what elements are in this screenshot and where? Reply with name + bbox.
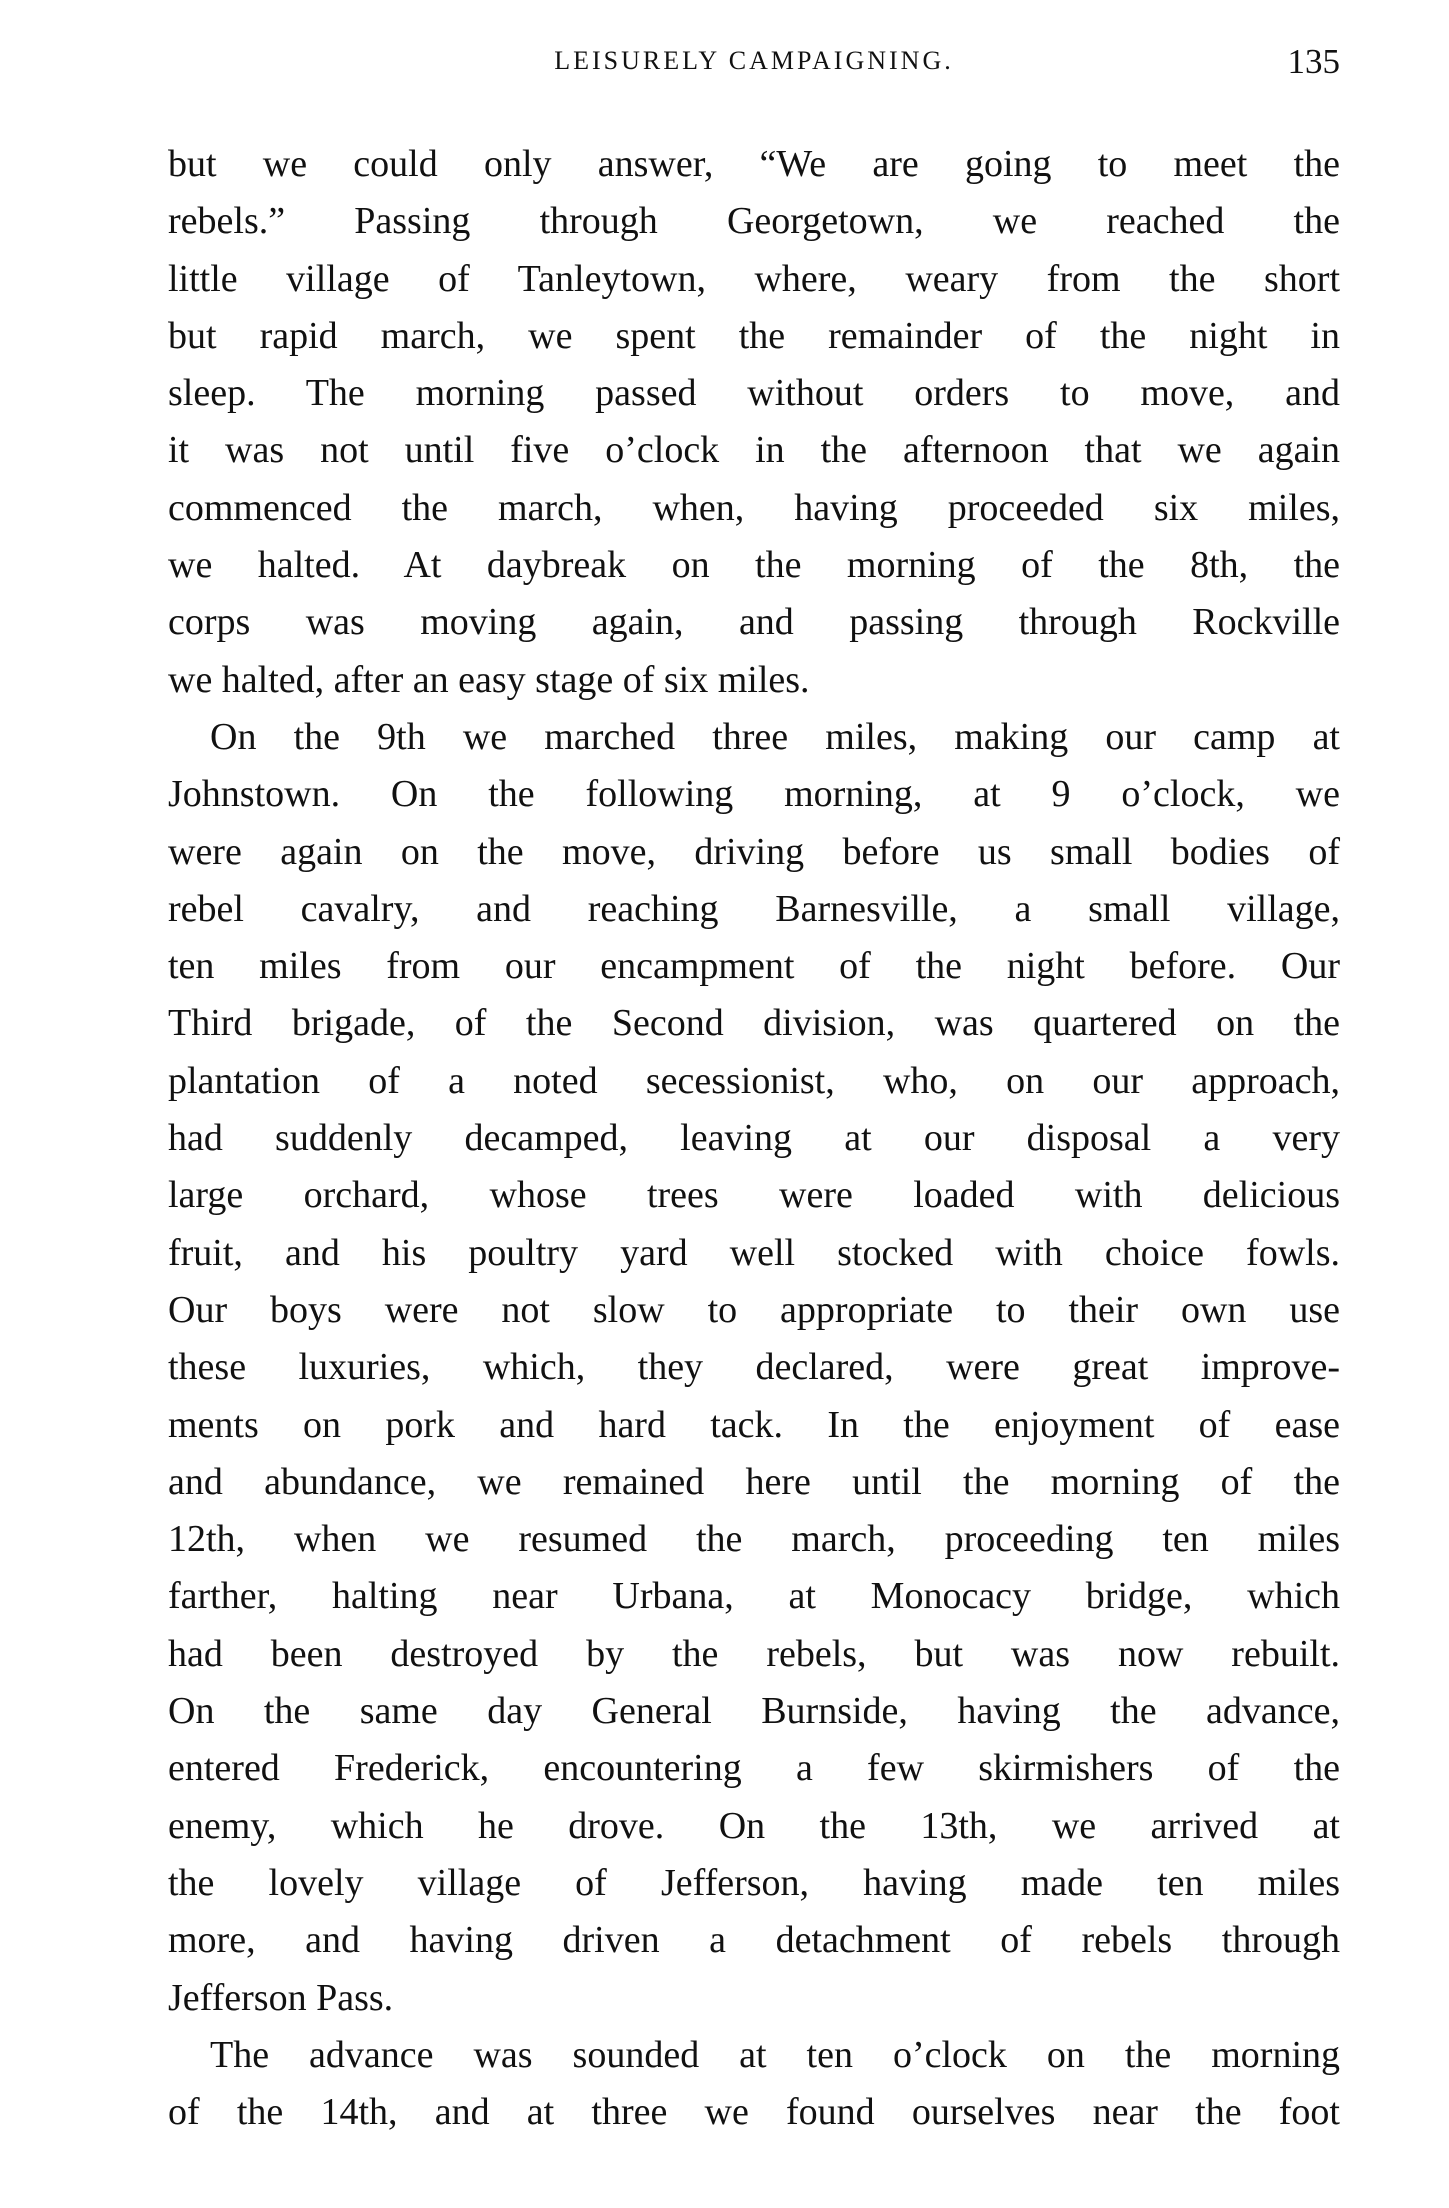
page-number: 135 <box>1287 42 1340 81</box>
text-line: farther, halting near Urbana, at Monocacy bridge, which <box>168 1575 1340 1618</box>
text-line: more, and having driven a detachment of rebels through <box>168 1919 1340 1962</box>
running-title: LEISURELY CAMPAIGNING. <box>554 46 954 75</box>
text-line: The advance was sounded at ten o’clock on the morning <box>210 2033 1340 2076</box>
text-line: plantation of a noted secessionist, who, on our approach, <box>168 1059 1340 1102</box>
text-body <box>168 136 1340 2141</box>
text-line: had suddenly decamped, leaving at our disposal a very <box>168 1117 1340 1160</box>
text-line: but we could only answer, “We are going to meet the <box>168 143 1340 185</box>
paragraph-1 <box>168 136 1340 709</box>
text-line: fruit, and his poultry yard well stocked with choice fowls. <box>168 1231 1340 1274</box>
text-line: Jefferson Pass. <box>168 1976 394 2019</box>
text-line: had been destroyed by the rebels, but was now rebuilt. <box>168 1632 1340 1675</box>
text-line: but rapid march, we spent the remainder of the night in <box>168 314 1340 357</box>
text-line: sleep. The morning passed without orders to move, and <box>168 372 1340 415</box>
text-line: On the 9th we marched three miles, making our camp at <box>210 715 1340 758</box>
text-line: corps was moving again, and passing through Rockville <box>168 601 1340 644</box>
text-line: it was not until five o’clock in the afternoon that we again <box>168 429 1340 472</box>
text-line: Johnstown. On the following morning, at 9 o’clock, we <box>168 773 1340 816</box>
text-line: 12th, when we resumed the march, proceeding ten miles <box>168 1518 1340 1561</box>
text-line: the lovely village of Jefferson, having made ten miles <box>168 1861 1340 1904</box>
text-line: little village of Tanleytown, where, weary from the short <box>168 257 1340 300</box>
text-line: we halted. At daybreak on the morning of the 8th, the <box>168 544 1340 587</box>
text-line: Third brigade, of the Second division, was quartered on the <box>168 1002 1340 1045</box>
text-line: Our boys were not slow to appropriate to their own use <box>168 1288 1340 1331</box>
text-line: ten miles from our encampment of the night before. Our <box>168 945 1340 988</box>
text-line: enemy, which he drove. On the 13th, we arrived at <box>168 1804 1340 1847</box>
text-line: On the same day General Burnside, having the advance, <box>168 1690 1340 1733</box>
running-head <box>168 42 1340 86</box>
text-line: were again on the move, driving before us small bodies of <box>168 830 1340 873</box>
text-line: of the 14th, and at three we found ourselves near the foot <box>168 2091 1340 2134</box>
text-line: rebel cavalry, and reaching Barnesville, a small village, <box>168 887 1340 930</box>
text-line: and abundance, we remained here until the morning of the <box>168 1460 1340 1503</box>
paragraph-2 <box>168 709 1340 2027</box>
text-line: large orchard, whose trees were loaded with delicious <box>168 1174 1340 1217</box>
text-line: ments on pork and hard tack. In the enjoyment of ease <box>168 1403 1340 1446</box>
text-line: entered Frederick, encountering a few skirmishers of the <box>168 1747 1340 1790</box>
text-line: commenced the march, when, having proceeded six miles, <box>168 486 1340 529</box>
text-line: rebels.” Passing through Georgetown, we reached the <box>168 200 1340 243</box>
text-line: we halted, after an easy stage of six miles. <box>168 658 810 701</box>
paragraph-3 <box>168 2027 1340 2142</box>
text-line: these luxuries, which, they declared, were great improve- <box>168 1346 1340 1389</box>
